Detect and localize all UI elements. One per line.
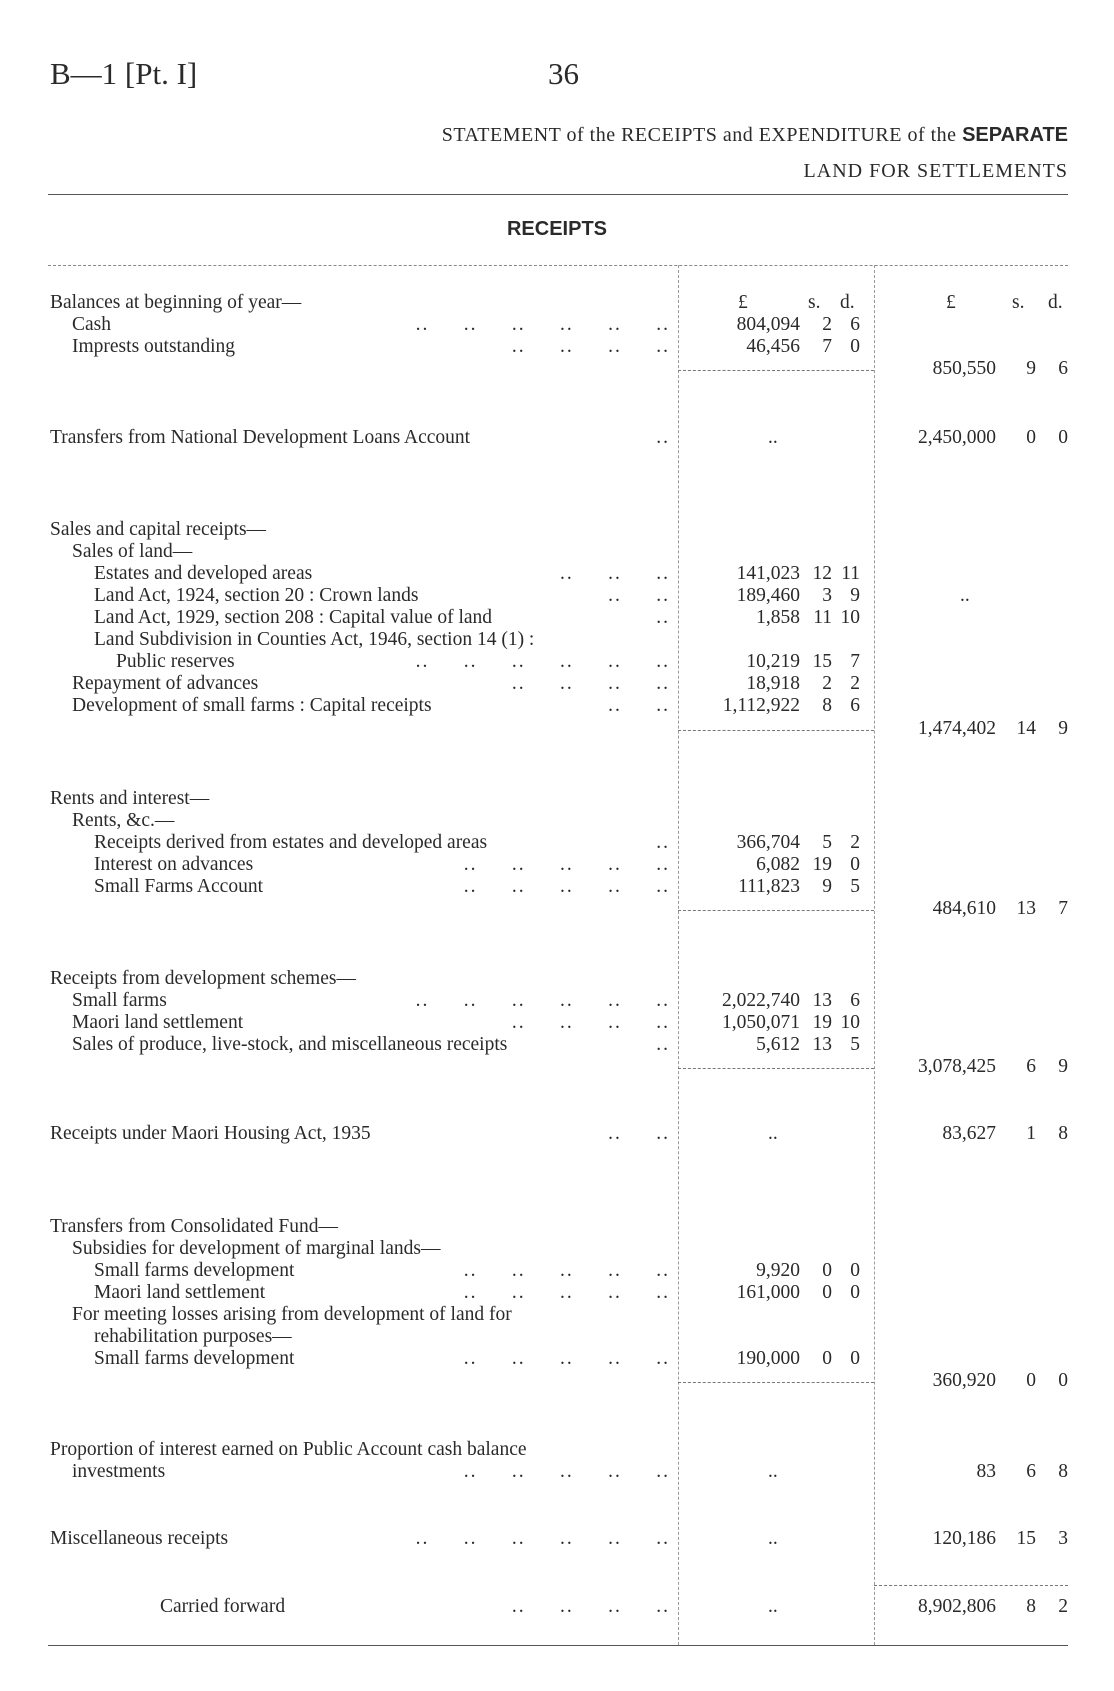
- rents-total-pence: 7: [1058, 898, 1068, 919]
- la1929-row: [50, 607, 670, 629]
- lsub-label: Land Subdivision in Counties Act, 1946, section 14 (1) :: [94, 629, 535, 650]
- misc-dots: .. .. .. .. .. ..: [415, 1528, 670, 1549]
- sales-total-pounds: 1,474,402: [918, 718, 996, 739]
- consolidated-maori-dots: .. .. .. .. ..: [463, 1282, 670, 1303]
- devschemes-small-shillings: 13: [812, 990, 832, 1011]
- devsmall-dots: .. ..: [608, 695, 670, 716]
- balances-heading: [50, 292, 670, 314]
- sales-sub: [50, 541, 670, 563]
- carried-shillings: 8: [1026, 1596, 1036, 1617]
- consolidated-total-shillings: 0: [1026, 1370, 1036, 1391]
- report-reference: B—1 [Pt. I]: [50, 56, 198, 91]
- devschemes-subtotal-rule: [678, 1068, 874, 1069]
- devschemes-small-row: [50, 990, 670, 1012]
- la1924-pence: 9: [850, 585, 860, 606]
- imprests-dots: .. .. .. ..: [511, 336, 670, 357]
- rents-subtotal-rule: [678, 910, 874, 911]
- consolidated-heading-text: Transfers from Consolidated Fund—: [50, 1216, 338, 1237]
- devschemes-heading: [50, 968, 670, 990]
- rents-heading: [50, 788, 670, 810]
- proportion-pounds: 83: [976, 1461, 996, 1482]
- consolidated-smalldev-row: [50, 1260, 670, 1282]
- estates-pounds: 141,023: [736, 563, 800, 584]
- carried-row: [50, 1596, 670, 1618]
- la1929-pence: 10: [840, 607, 860, 628]
- rents-interest-shillings: 19: [812, 854, 832, 875]
- transfers-ndl-pence: 0: [1058, 427, 1068, 448]
- imprests-pounds: 46,456: [746, 336, 800, 357]
- maorihousing-label: Receipts under Maori Housing Act, 1935: [50, 1123, 371, 1144]
- rents-total-shillings: 13: [1016, 898, 1036, 919]
- devschemes-produce-pence: 5: [850, 1034, 860, 1055]
- proportion-line2: [50, 1461, 670, 1483]
- rents-heading-text: Rents and interest—: [50, 788, 210, 809]
- transfers-ndl-pounds: 2,450,000: [918, 427, 996, 448]
- devschemes-produce-shillings: 13: [812, 1034, 832, 1055]
- maorihousing-pence: 8: [1058, 1123, 1068, 1144]
- la1924-shillings: 3: [822, 585, 832, 606]
- sales-heading: [50, 519, 670, 541]
- consolidated-total-pounds: 360,920: [932, 1370, 996, 1391]
- proportion-col1-dots: ..: [768, 1461, 778, 1482]
- devschemes-maori-pence: 10: [840, 1012, 860, 1033]
- devschemes-maori-pounds: 1,050,071: [722, 1012, 800, 1033]
- public-row: [50, 651, 670, 673]
- bottom-rule: [48, 1645, 1068, 1646]
- devsmall-row: [50, 695, 670, 717]
- consolidated-smalldev2-row: [50, 1348, 670, 1370]
- transfers-ndl-label: Transfers from National Development Loans Account: [50, 427, 471, 448]
- devschemes-produce-row: [50, 1034, 670, 1056]
- consolidated-losses-text2: rehabilitation purposes—: [94, 1326, 292, 1347]
- consolidated-heading: [50, 1216, 670, 1238]
- maorihousing-col1-dots: ..: [768, 1123, 778, 1144]
- maorihousing-shillings: 1: [1026, 1123, 1036, 1144]
- consolidated-sub: [50, 1238, 670, 1260]
- devsmall-pence: 6: [850, 695, 860, 716]
- page-number: 36: [548, 56, 579, 91]
- la1929-shillings: 11: [813, 607, 832, 628]
- top-rule: [48, 194, 1068, 195]
- statement-subtitle: LAND FOR SETTLEMENTS: [803, 160, 1068, 182]
- consolidated-subtotal-rule: [678, 1382, 874, 1383]
- carried-rule: [874, 1585, 1068, 1586]
- cash-row: [50, 314, 670, 336]
- rents-receipts-pounds: 366,704: [736, 832, 800, 853]
- misc-shillings: 15: [1016, 1528, 1036, 1549]
- rents-sub-text: Rents, &c.—: [72, 810, 175, 831]
- devschemes-small-pounds: 2,022,740: [722, 990, 800, 1011]
- statement-title-b: SEPARATE: [962, 124, 1068, 146]
- imprests-shillings: 7: [822, 336, 832, 357]
- column-divider-2: [874, 265, 875, 1645]
- rents-receipts-pence: 2: [850, 832, 860, 853]
- la1924-row: [50, 585, 670, 607]
- proportion-dots: .. .. .. .. ..: [463, 1461, 670, 1482]
- cash-label: Cash: [72, 314, 111, 335]
- col1-pence-head: d.: [840, 292, 855, 313]
- consolidated-sub-text: Subsidies for development of marginal lands—: [72, 1238, 441, 1259]
- consolidated-smalldev-pence: 0: [850, 1260, 860, 1281]
- consolidated-losses-line1: [50, 1304, 670, 1326]
- la1929-dots: ..: [656, 607, 670, 628]
- public-dots: .. .. .. .. .. ..: [415, 651, 670, 672]
- rents-interest-dots: .. .. .. .. ..: [463, 854, 670, 875]
- balances-heading-text: Balances at beginning of year—: [50, 292, 302, 313]
- consolidated-smalldev-label: Small farms development: [94, 1260, 295, 1281]
- la1924-label: Land Act, 1924, section 20 : Crown lands: [94, 585, 419, 606]
- rents-sub: [50, 810, 670, 832]
- rents-smallfarms-dots: .. .. .. .. ..: [463, 876, 670, 897]
- proportion-shillings: 6: [1026, 1461, 1036, 1482]
- sales-total-pence: 9: [1058, 718, 1068, 739]
- la1929-pounds: 1,858: [756, 607, 800, 628]
- consolidated-losses-text1: For meeting losses arising from development of land for: [72, 1304, 512, 1325]
- devschemes-maori-shillings: 19: [812, 1012, 832, 1033]
- public-pounds: 10,219: [746, 651, 800, 672]
- proportion-text2: investments: [72, 1461, 166, 1482]
- cash-dots: .. .. .. .. .. ..: [415, 314, 670, 335]
- carried-label: Carried forward: [160, 1596, 286, 1617]
- maorihousing-pounds: 83,627: [942, 1123, 996, 1144]
- misc-row: [50, 1528, 670, 1550]
- col1-pound-head: £: [738, 292, 748, 313]
- estates-dots: .. .. ..: [560, 563, 670, 584]
- consolidated-smalldev2-label: Small farms development: [94, 1348, 295, 1369]
- consolidated-maori-pence: 0: [850, 1282, 860, 1303]
- devschemes-heading-text: Receipts from development schemes—: [50, 968, 356, 989]
- imprests-label: Imprests outstanding: [72, 336, 236, 357]
- rents-smallfarms-shillings: 9: [822, 876, 832, 897]
- rents-receipts-label: Receipts derived from estates and developed areas: [94, 832, 488, 853]
- devschemes-total-pence: 9: [1058, 1056, 1068, 1077]
- heading-rule: [48, 265, 1068, 266]
- la1924-pounds: 189,460: [736, 585, 800, 606]
- sales-subtotal-rule: [678, 730, 874, 731]
- devschemes-small-dots: .. .. .. .. .. ..: [415, 990, 670, 1011]
- consolidated-smalldev2-shillings: 0: [822, 1348, 832, 1369]
- repay-pounds: 18,918: [746, 673, 800, 694]
- transfers-ndl-shillings: 0: [1026, 427, 1036, 448]
- devschemes-produce-pounds: 5,612: [756, 1034, 800, 1055]
- estates-shillings: 12: [812, 563, 832, 584]
- sales-total-shillings: 14: [1016, 718, 1036, 739]
- devsmall-pounds: 1,112,922: [722, 695, 800, 716]
- column-divider-1: [678, 265, 679, 1645]
- rents-interest-pounds: 6,082: [756, 854, 800, 875]
- rents-interest-pence: 0: [850, 854, 860, 875]
- proportion-line1: [50, 1439, 670, 1461]
- devschemes-small-label: Small farms: [72, 990, 167, 1011]
- section-heading: RECEIPTS: [506, 218, 608, 240]
- devschemes-small-pence: 6: [850, 990, 860, 1011]
- proportion-text1: Proportion of interest earned on Public Account cash balance: [50, 1439, 527, 1460]
- la1924-dots: .. ..: [608, 585, 670, 606]
- col2-shilling-head: s.: [1012, 292, 1025, 313]
- rents-total-pounds: 484,610: [932, 898, 996, 919]
- cash-pounds: 804,094: [736, 314, 800, 335]
- imprests-row: [50, 336, 670, 358]
- consolidated-smalldev-shillings: 0: [822, 1260, 832, 1281]
- estates-pence: 11: [841, 563, 860, 584]
- public-pence: 7: [850, 651, 860, 672]
- devschemes-produce-dots: ..: [656, 1034, 670, 1055]
- statement-title-a: STATEMENT of the RECEIPTS and EXPENDITURE of the: [441, 124, 963, 146]
- rents-receipts-dots: ..: [656, 832, 670, 853]
- col2-pound-head: £: [946, 292, 956, 313]
- imprests-pence: 0: [850, 336, 860, 357]
- devschemes-maori-label: Maori land settlement: [72, 1012, 244, 1033]
- devschemes-maori-dots: .. .. .. ..: [511, 1012, 670, 1033]
- misc-col1-dots: ..: [768, 1528, 778, 1549]
- estates-label: Estates and developed areas: [94, 563, 313, 584]
- carried-dots: .. .. .. ..: [511, 1596, 670, 1617]
- consolidated-maori-pounds: 161,000: [736, 1282, 800, 1303]
- sales-sub-text: Sales of land—: [72, 541, 193, 562]
- rents-smallfarms-pounds: 111,823: [738, 876, 800, 897]
- la1929-label: Land Act, 1929, section 208 : Capital value of land: [94, 607, 493, 628]
- maorihousing-row: [50, 1123, 670, 1145]
- public-label: Public reserves: [116, 651, 235, 672]
- devschemes-total-shillings: 6: [1026, 1056, 1036, 1077]
- devsmall-label: Development of small farms : Capital receipts: [72, 695, 432, 716]
- rents-smallfarms-label: Small Farms Account: [94, 876, 263, 897]
- sales-col2-dots: ..: [960, 585, 970, 606]
- carried-pence: 2: [1058, 1596, 1068, 1617]
- cash-shillings: 2: [822, 314, 832, 335]
- sales-heading-text: Sales and capital receipts—: [50, 519, 267, 540]
- statement-title: [442, 124, 1068, 147]
- lsub-row: [50, 629, 670, 651]
- misc-label: Miscellaneous receipts: [50, 1528, 229, 1549]
- balances-total-pounds: 850,550: [932, 358, 996, 379]
- balances-subtotal-rule: [678, 370, 874, 371]
- maorihousing-dots: .. ..: [608, 1123, 670, 1144]
- col2-pence-head: d.: [1048, 292, 1063, 313]
- consolidated-smalldev2-dots: .. .. .. .. ..: [463, 1348, 670, 1369]
- repay-dots: .. .. .. ..: [511, 673, 670, 694]
- rents-receipts-shillings: 5: [822, 832, 832, 853]
- repay-label: Repayment of advances: [72, 673, 259, 694]
- consolidated-smalldev-pounds: 9,920: [756, 1260, 800, 1281]
- rents-interest-row: [50, 854, 670, 876]
- consolidated-maori-row: [50, 1282, 670, 1304]
- consolidated-maori-label: Maori land settlement: [94, 1282, 266, 1303]
- proportion-pence: 8: [1058, 1461, 1068, 1482]
- consolidated-smalldev2-pounds: 190,000: [736, 1348, 800, 1369]
- repay-row: [50, 673, 670, 695]
- balances-total-pence: 6: [1058, 358, 1068, 379]
- cash-pence: 6: [850, 314, 860, 335]
- carried-pounds: 8,902,806: [918, 1596, 996, 1617]
- devsmall-shillings: 8: [822, 695, 832, 716]
- devschemes-maori-row: [50, 1012, 670, 1034]
- consolidated-smalldev-dots: .. .. .. .. ..: [463, 1260, 670, 1281]
- transfers-ndl-dots: ..: [656, 427, 670, 448]
- transfers-ndl-col1-dots: ..: [768, 427, 778, 448]
- devschemes-total-pounds: 3,078,425: [918, 1056, 996, 1077]
- misc-pence: 3: [1058, 1528, 1068, 1549]
- transfers-ndl-row: [50, 427, 670, 449]
- rents-receipts-row: [50, 832, 670, 854]
- public-shillings: 15: [812, 651, 832, 672]
- balances-total-shillings: 9: [1026, 358, 1036, 379]
- misc-pounds: 120,186: [932, 1528, 996, 1549]
- rents-smallfarms-row: [50, 876, 670, 898]
- consolidated-maori-shillings: 0: [822, 1282, 832, 1303]
- rents-interest-label: Interest on advances: [94, 854, 254, 875]
- repay-shillings: 2: [822, 673, 832, 694]
- repay-pence: 2: [850, 673, 860, 694]
- carried-col1-dots: ..: [768, 1596, 778, 1617]
- rents-smallfarms-pence: 5: [850, 876, 860, 897]
- consolidated-smalldev2-pence: 0: [850, 1348, 860, 1369]
- devschemes-produce-label: Sales of produce, live-stock, and miscellaneous receipts: [72, 1034, 508, 1055]
- estates-row: [50, 563, 670, 585]
- col1-shilling-head: s.: [808, 292, 821, 313]
- consolidated-losses-line2: [50, 1326, 670, 1348]
- consolidated-total-pence: 0: [1058, 1370, 1068, 1391]
